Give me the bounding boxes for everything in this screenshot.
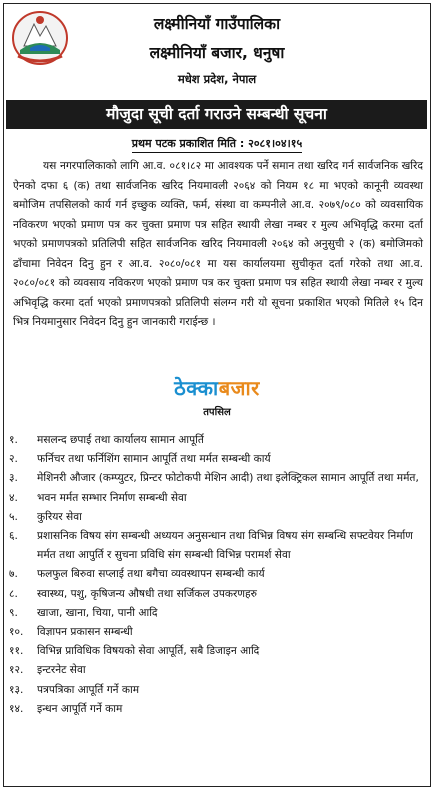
list-item [9, 565, 427, 584]
item-text: स्वास्थ्य, पशु, कृषिजन्य औषधी तथा सर्जिकल उपकरणहरु [37, 587, 257, 600]
item-number: ८. [9, 587, 18, 600]
municipality-name: लक्ष्मीनियाँ गाउँपालिका [153, 15, 281, 33]
item-text: विज्ञापन प्रकासन सम्बन्धी [37, 626, 133, 639]
list-item [9, 508, 427, 527]
list-item [9, 527, 427, 565]
schedule-list [9, 431, 427, 719]
notice-paragraph: यस नगरपालिकाको लागि आ.व. ०८१।८२ मा आवश्यक पर्ने समान तथा खरिद गर्न सार्वजनिक खरिद ऐनको दफा ६ (क) तथा सार्वजनिक खरिद नियमावली २०६४ को नियम १८ मा भएको कानूनी व्यवस्था बमोजिम तपसिलको कार्य गर्न इच्छुक व्यक्ति, फर्म, संस्था वा कम्पनीले आ.व. २०७९/०८० को व्यवसायिक नविकरण भएको प्रमाण पत्र कर चुक्ता प्रमाण पत्र सहित स्थायी लेखा नम्बर र मुल्य अभिवृद्धि करमा दर्ता भएको प्रमाणपत्रको प्रतिलिपी सहित सार्वजनिक खरिद नियमावली २०६४ को अनुसुची २ (क) बमोजिमको ढाँचामा निवेदन दिनु हुन र आ.व. २०८०/०८१ मा यस कार्यालयमा सुचीकृत दर्ता गरेको तथा आ.व. २०८०/०८१ को व्यवसाय नविकरण भएको प्रमाण पत्र कर चुक्ता प्रमाण पत्र सहित स्थायी लेखा नम्बर र मुल्य अभिवृद्धि करमा दर्ता भएको प्रमाणपत्रको प्रतिलिपी संलग्न गरी यो सूचना प्रकाशित भएको मितिले १५ दिन भित्र नियमानुसार निवेदन दिनु हुन जानकारी गराईन्छ । [13, 160, 423, 328]
item-text: फलफुल बिरुवा सप्लाई तथा बगैचा व्यवस्थापन सम्बन्धी कार्य [37, 568, 265, 581]
office-location: लक्ष्मीनियाँ बजार, धनुषा [149, 44, 285, 62]
list-item [9, 623, 427, 642]
item-text: फर्निचर तथा फर्निशिंग सामान आपूर्ति तथा मर्मत सम्बन्धी कार्य [37, 453, 271, 466]
list-item [9, 681, 427, 700]
notice-title: मौजुदा सूची दर्ता गराउने सम्बन्धी सूचना [6, 100, 427, 129]
list-item [9, 604, 427, 623]
list-item [9, 489, 427, 508]
item-text: प्रशासनिक विषय संग सम्बन्धी अध्ययन अनुसन्धान तथा विभिन्न विषय संग सम्बन्धि सफ्टवेयर निर्माण मर्मत तथा आपुर्ति र सुचना प्रविधि संग सम्बन्धी विभिन्न परामर्श सेवा [37, 530, 413, 562]
item-number: ६. [9, 530, 18, 543]
item-text: मसलन्द छपाई तथा कार्यालय सामान आपूर्ति [37, 434, 204, 446]
list-item [9, 661, 427, 680]
item-number: ७. [9, 568, 18, 581]
list-item [9, 642, 427, 661]
item-number: १. [9, 434, 18, 446]
item-number: १०. [9, 626, 24, 639]
item-number: १२. [9, 664, 24, 677]
province-country: मधेश प्रदेश, नेपाल [177, 72, 257, 86]
item-number: ४. [9, 491, 18, 504]
item-text: खाजा, खाना, चिया, पानी आदि [37, 606, 158, 619]
schedule-heading: तपसिल [203, 407, 231, 418]
item-text: कुरियर सेवा [37, 510, 82, 523]
list-item [9, 431, 427, 450]
item-text: पत्रपत्रिका आपूर्ति गर्ने काम [37, 683, 140, 696]
item-number: ११. [9, 645, 24, 658]
item-number: २. [9, 453, 18, 466]
item-number: ५. [9, 510, 18, 523]
notice-page [3, 3, 431, 787]
item-number: ३. [9, 472, 18, 485]
list-item [9, 700, 427, 719]
item-text: विभिन्न प्राविधिक विषयको सेवा आपूर्ति, सबै डिजाइन आदि [37, 645, 260, 658]
item-text: इन्टरनेट सेवा [37, 664, 86, 677]
item-number: १४. [9, 702, 24, 715]
list-item [9, 585, 427, 604]
publish-date-text: प्रथम पटक प्रकाशित मिति : २०८१।०४।१५ [132, 136, 302, 153]
item-text: भवन मर्मत सम्भार निर्माण सम्बन्धी सेवा [37, 491, 187, 504]
item-number: ९. [9, 606, 18, 619]
item-text: इन्धन आपूर्ति गर्ने काम [37, 702, 123, 715]
item-number: १३. [9, 683, 24, 696]
publish-date [4, 136, 430, 153]
list-item [9, 469, 427, 488]
list-item [9, 450, 427, 469]
thekka-bazar-watermark [4, 374, 430, 401]
notice-header [4, 4, 430, 96]
watermark-part-1: ठेक्का [174, 376, 219, 400]
watermark-part-2: बजार [218, 376, 260, 400]
item-text: मेशिनरी औजार (कम्प्युटर, प्रिन्टर फोटोकपी मेशिन आदी) तथा इलेक्ट्रिकल सामान आपूर्ति तथा मर्मत, [37, 472, 419, 485]
